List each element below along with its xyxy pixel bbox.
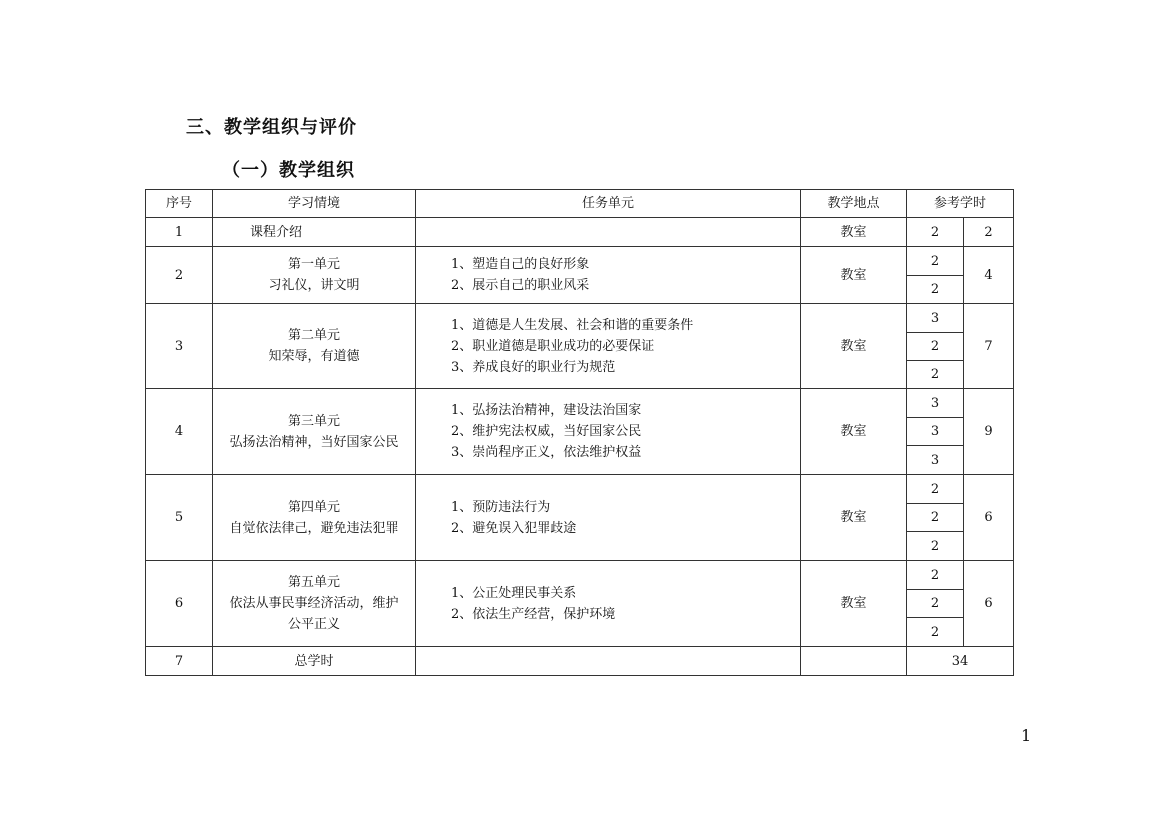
header-tasks: 任务单元 — [416, 190, 801, 218]
context-line: 第四单元 — [287, 499, 340, 515]
page-number: 1 — [1021, 726, 1032, 745]
task-item: 1、塑造自己的良好形象 — [451, 257, 590, 272]
row-total-hours: 2 — [964, 218, 1014, 247]
row-location: 教室 — [801, 389, 907, 475]
row-hours: 2 — [907, 504, 964, 532]
context-line: 第三单元 — [287, 413, 340, 429]
context-line: 公平正义 — [287, 617, 340, 632]
context-line: 依法从事民事经济活动，维护 — [229, 596, 399, 611]
table-header-row — [146, 190, 1014, 218]
section-heading: 三、教学组织与评价 — [186, 117, 357, 138]
row-hours: 2 — [907, 333, 964, 361]
header-hours: 参考学时 — [907, 190, 1014, 218]
task-item: 1、公正处理民事关系 — [451, 585, 577, 601]
row-hours: 3 — [907, 389, 964, 418]
row-hours: 3 — [907, 446, 964, 475]
row-no: 3 — [146, 304, 213, 389]
total-label: 总学时 — [213, 647, 416, 676]
row-total-hours: 6 — [964, 561, 1014, 647]
subsection-heading: （一）教学组织 — [222, 160, 355, 181]
task-item: 3、养成良好的职业行为规范 — [451, 359, 616, 375]
row-context: 课程介绍 — [213, 218, 416, 247]
row-context — [213, 247, 416, 304]
context-line: 习礼仪，讲文明 — [268, 278, 360, 293]
task-item: 2、维护宪法权威，当好国家公民 — [451, 424, 642, 439]
row-hours: 2 — [907, 590, 964, 618]
task-item: 1、道德是人生发展、社会和谐的重要条件 — [451, 317, 694, 333]
total-hours: 34 — [907, 647, 1014, 676]
header-location: 教学地点 — [801, 190, 907, 218]
row-hours: 2 — [907, 218, 964, 247]
task-item: 2、职业道德是职业成功的必要保证 — [451, 338, 655, 354]
row-tasks — [416, 247, 801, 304]
teaching-organization-table — [145, 189, 1014, 676]
row-tasks — [416, 561, 801, 647]
row-tasks — [416, 389, 801, 475]
row-total-hours: 6 — [964, 475, 1014, 561]
header-no: 序号 — [146, 190, 213, 218]
row-no: 2 — [146, 247, 213, 304]
context-line: 弘扬法治精神，当好国家公民 — [229, 434, 399, 450]
row-location: 教室 — [801, 304, 907, 389]
row-hours: 2 — [907, 561, 964, 590]
row-hours: 2 — [907, 361, 964, 389]
row-no: 7 — [146, 647, 213, 676]
row-hours: 2 — [907, 618, 964, 647]
row-no: 5 — [146, 475, 213, 561]
context-line: 第二单元 — [287, 328, 340, 343]
row-context — [213, 389, 416, 475]
task-item: 3、崇尚程序正义，依法维护权益 — [451, 445, 642, 460]
row-context — [213, 561, 416, 647]
header-context: 学习情境 — [213, 190, 416, 218]
row-location — [801, 647, 907, 676]
row-hours: 2 — [907, 247, 964, 276]
task-item: 1、弘扬法治精神，建设法治国家 — [451, 403, 642, 418]
row-hours: 2 — [907, 532, 964, 561]
task-item: 1、预防违法行为 — [451, 499, 551, 515]
context-line: 知荣辱，有道德 — [268, 349, 360, 364]
total-row — [146, 647, 1014, 676]
row-location: 教室 — [801, 561, 907, 647]
context-line: 第一单元 — [287, 257, 340, 272]
row-hours: 3 — [907, 304, 964, 333]
row-total-hours: 9 — [964, 389, 1014, 475]
context-line: 自觉依法律己，避免违法犯罪 — [229, 520, 399, 536]
row-no: 1 — [146, 218, 213, 247]
row-no: 6 — [146, 561, 213, 647]
row-hours: 3 — [907, 418, 964, 446]
row-total-hours: 7 — [964, 304, 1014, 389]
row-location: 教室 — [801, 218, 907, 247]
table-row — [146, 304, 1014, 333]
row-context — [213, 304, 416, 389]
task-item: 2、展示自己的职业风采 — [451, 278, 590, 293]
row-tasks — [416, 304, 801, 389]
table-row — [146, 561, 1014, 590]
row-tasks — [416, 218, 801, 247]
task-item: 2、避免误入犯罪歧途 — [451, 520, 577, 536]
row-location: 教室 — [801, 247, 907, 304]
table-row — [146, 247, 1014, 276]
row-no: 4 — [146, 389, 213, 475]
row-context — [213, 475, 416, 561]
row-tasks — [416, 475, 801, 561]
table-row — [146, 218, 1014, 247]
task-item: 2、依法生产经营，保护环境 — [451, 606, 616, 622]
row-hours: 2 — [907, 475, 964, 504]
table-row — [146, 475, 1014, 504]
table-row — [146, 389, 1014, 418]
row-location: 教室 — [801, 475, 907, 561]
row-tasks — [416, 647, 801, 676]
context-line: 第五单元 — [287, 575, 340, 590]
row-hours: 2 — [907, 276, 964, 304]
row-total-hours: 4 — [964, 247, 1014, 304]
